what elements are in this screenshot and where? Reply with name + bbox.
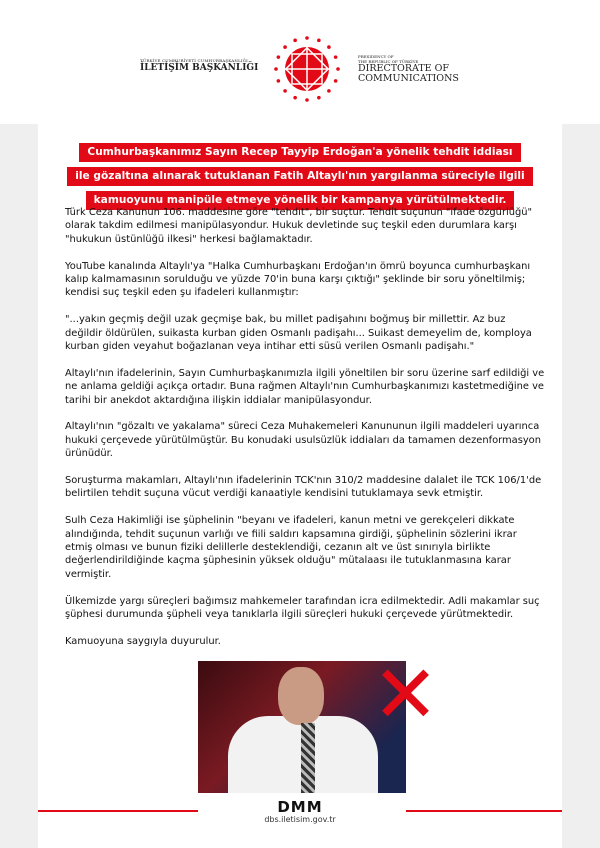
paragraph: Ülkemizde yargı süreçleri bağımsız mahkemeler tarafından icra edilmektedir. Adli makamlar suç şüphesi durumunda şüpheli veya tanıklarla ilgili süreçleri hukuki çerçevede yürütmektedir.: [65, 595, 540, 621]
headline-line: ile gözaltına alınarak tutuklanan Fatih Altaylı'nın yargılanma süreciyle ilgili: [67, 167, 532, 186]
right-title: [358, 54, 459, 84]
right-main-title-2: COMMUNICATIONS: [358, 73, 459, 84]
star-icon: [305, 98, 309, 102]
right-subtitle-1: PRESIDENCY OF: [358, 54, 394, 59]
paragraph: Türk Ceza Kanunun 106. maddesine göre "tehdit", bir suçtur. Tehdit suçunun "ifade özgürlüğü" olarak takdim edilmesi manipülasyondur. Hukuk devletinde suç teşkil eden durumlara karşı "hukukun üstünlüğü ilkesi" herkesi bağlamaktadır.: [65, 207, 533, 245]
closing-line: Kamuoyuna saygıyla duyurulur.: [65, 635, 221, 647]
dmm-logo: DMM: [277, 798, 323, 816]
star-icon: [274, 67, 278, 71]
header: [0, 0, 600, 124]
star-icon: [327, 45, 331, 49]
star-icon: [317, 96, 321, 100]
paragraph: Sulh Ceza Hakimliği ise şüphelinin "beyanı ve ifadeleri, kanun metni ve gerekçeleri dikkate alındığında, tehdit suçunun varlığı ve fiili saldırı kapsamına girdiği, şüphelinin sözlerini ikrar etmiş olması ve bunun fiziki delillerle desteklendiği, cezanın alt ve üst sınırıyla birlikte değerlendirildiğinde kaçma şüphesinin yüksek olduğu" mütalaası ile tutuklanmasına karar vermiştir.: [65, 515, 517, 580]
left-subtitle: TÜRKİYE CUMHURİYETİ CUMHURBAŞKANLIĞI: [140, 58, 248, 63]
star-icon: [283, 45, 287, 49]
paragraph: Soruşturma makamları, Altaylı'nın ifadelerinin TCK'nın 310/2 maddesine dalalet ile TCK 106/1'de belirtilen tehdit suçuna vücut verdiği kanaatiyle kendisini tutuklamaya sevk etmiştir.: [65, 475, 542, 500]
left-main-title: İLETİŞİM BAŞKANLIĞI: [140, 63, 259, 73]
paragraph: Altaylı'nın ifadelerinin, Sayın Cumhurbaşkanımızla ilgili yöneltilen bir soru üzerine sarf edildiği ve ne anlama geldiği açıkça ortadır. Buna rağmen Altaylı'nın Cumhurbaşkanımızı kastetmediğine ve tarihi bir anekdot aktardığına ilişkin iddialar manipülasyondur.: [65, 367, 545, 406]
star-icon: [277, 79, 281, 83]
emblem-logo: [272, 34, 342, 104]
right-subtitle-2: THE REPUBLIC OF TÜRKİYE: [358, 59, 419, 64]
paragraph: YouTube kanalında Altaylı'ya "Halka Cumhurbaşkanı Erdoğan'ın ömrü boyunca cumhurbaşkanı kalıp kalmamasının sorulduğu ve yüzde 70'in buna karşı çıktığı" şeklinde bir soru yöneltilmiş; kendisi suç teşkil eden şu ifadeleri kullanmıştır:: [65, 260, 531, 299]
star-icon: [327, 89, 331, 93]
star-icon: [334, 79, 338, 83]
star-icon: [334, 55, 338, 59]
star-icon: [305, 36, 309, 40]
paragraph: Altaylı'nın "gözaltı ve yakalama" süreci Ceza Muhakemeleri Kanununun ilgili maddeleri uyarınca hukuki çerçevede yürütülmüştür. Bu konudaki usulsüzlük iddiaları da tamamen dezenformasyon ürünüdür.: [65, 421, 541, 460]
star-icon: [283, 89, 287, 93]
star-icon: [293, 39, 297, 43]
headline-line: Cumhurbaşkanımız Sayın Recep Tayyip Erdoğan'a yönelik tehdit iddiası: [79, 143, 520, 162]
quote-paragraph: "...yakın geçmiş değil uzak geçmişe bak, bu millet padişahını boğmuş bir millettir. Az buz değildir öldürülen, suikasta kurban giden Osmanlı padişahı... Suikast demeyelim de, komploya kurban giden veyahut boğazlanan veya intihar etti süsü verilen Osmanlı padişahı.": [65, 314, 532, 353]
footer-url: dbs.iletisim.gov.tr: [264, 815, 336, 824]
star-icon: [293, 96, 297, 100]
headline: [0, 140, 600, 212]
headline-line: kamuoyunu manipüle etmeye yönelik bir kampanya yürütülmektedir.: [86, 191, 515, 210]
red-x-mark-icon: ✕: [372, 648, 440, 741]
star-icon: [277, 55, 281, 59]
star-icon: [336, 67, 340, 71]
star-icon: [317, 39, 321, 43]
statement-body: [65, 206, 545, 662]
left-title: [140, 58, 258, 73]
right-main-title-1: DIRECTORATE OF: [358, 63, 450, 74]
